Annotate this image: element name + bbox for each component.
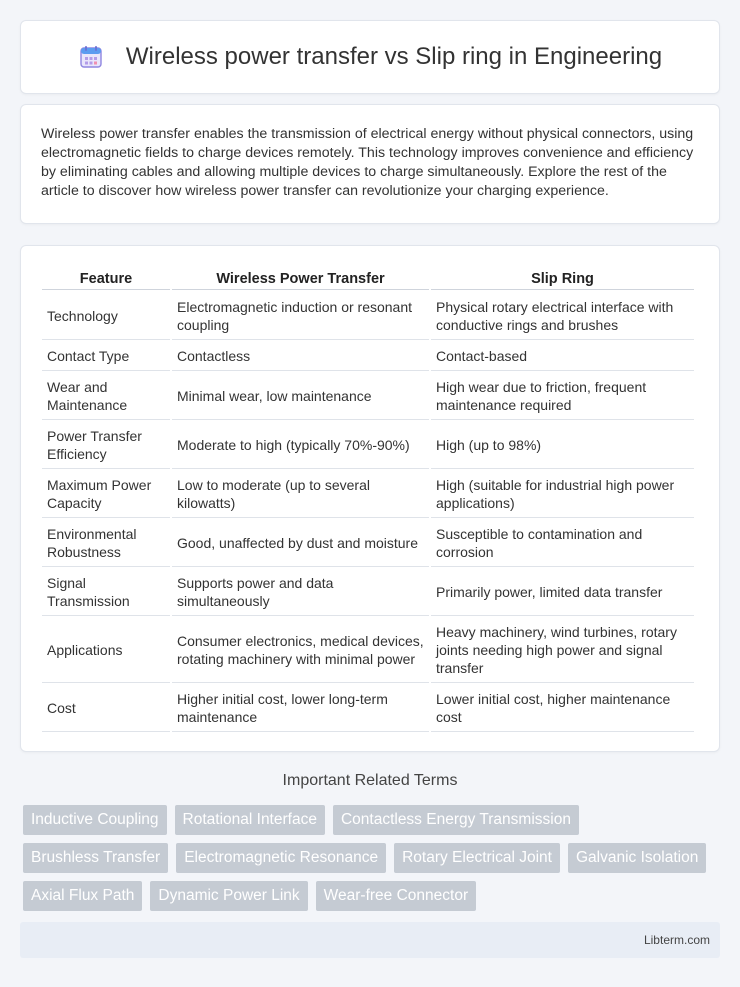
table-cell: Moderate to high (typically 70%-90%) (172, 422, 429, 469)
table-cell: Cost (42, 685, 170, 732)
table-row (42, 618, 694, 683)
intro-paragraph: Wireless power transfer enables the transmission of electrical energy without physical connectors, using electromagnetic fields to charge devices remotely. This technology improves convenience and efficiency by eliminating cables and allowing multiple devices to charge simultaneously. Explore the rest of the article to discover how wireless power transfer can revolutionize your charging experience. (41, 126, 694, 199)
table-cell: Contact Type (42, 342, 170, 371)
comparison-table (40, 266, 696, 734)
related-term-tag[interactable]: Electromagnetic Resonance (176, 843, 386, 873)
table-header-row (42, 268, 694, 290)
table-cell: Susceptible to contamination and corrosion (431, 520, 694, 567)
table-cell: Contact-based (431, 342, 694, 371)
related-term-tag[interactable]: Wear-free Connector (316, 881, 476, 911)
related-term-tag[interactable]: Rotary Electrical Joint (394, 843, 560, 873)
table-cell: High (up to 98%) (431, 422, 694, 469)
related-term-tag[interactable]: Dynamic Power Link (150, 881, 307, 911)
page-title: Wireless power transfer vs Slip ring in Engineering (125, 43, 663, 70)
related-term-tag[interactable]: Rotational Interface (175, 805, 325, 835)
related-term-tag[interactable]: Contactless Energy Transmission (333, 805, 579, 835)
table-cell: Supports power and data simultaneously (172, 569, 429, 616)
related-term-tag[interactable]: Galvanic Isolation (568, 843, 706, 873)
table-cell: Heavy machinery, wind turbines, rotary joints needing high power and signal transfer (431, 618, 694, 683)
table-cell: Higher initial cost, lower long-term maintenance (172, 685, 429, 732)
table-cell: High (suitable for industrial high power applications) (431, 471, 694, 518)
table-cell: Minimal wear, low maintenance (172, 373, 429, 420)
table-cell: Applications (42, 618, 170, 683)
table-cell: Lower initial cost, higher maintenance cost (431, 685, 694, 732)
table-cell: High wear due to friction, frequent maintenance required (431, 373, 694, 420)
table-row (42, 520, 694, 567)
table-cell: Contactless (172, 342, 429, 371)
table-cell: Technology (42, 292, 170, 340)
table-row (42, 292, 694, 340)
related-term-tag[interactable]: Axial Flux Path (23, 881, 142, 911)
footer (20, 922, 720, 958)
comparison-table-card (20, 245, 720, 752)
table-cell: Consumer electronics, medical devices, rotating machinery with minimal power (172, 618, 429, 683)
table-cell: Maximum Power Capacity (42, 471, 170, 518)
column-header-wireless: Wireless Power Transfer (172, 268, 429, 290)
table-row (42, 373, 694, 420)
table-cell: Primarily power, limited data transfer (431, 569, 694, 616)
footer-site-link[interactable]: Libterm.com (643, 933, 710, 947)
calendar-icon (78, 44, 104, 70)
table-cell: Signal Transmission (42, 569, 170, 616)
column-header-feature: Feature (42, 268, 170, 290)
table-cell: Physical rotary electrical interface with conductive rings and brushes (431, 292, 694, 340)
related-term-tag[interactable]: Brushless Transfer (23, 843, 168, 873)
table-row (42, 471, 694, 518)
related-terms-heading: Important Related Terms (282, 772, 458, 789)
table-row (42, 685, 694, 732)
table-row (42, 422, 694, 469)
related-term-tag[interactable]: Inductive Coupling (23, 805, 167, 835)
header-card (20, 20, 720, 94)
table-cell: Electromagnetic induction or resonant coupling (172, 292, 429, 340)
table-cell: Power Transfer Efficiency (42, 422, 170, 469)
column-header-slip-ring: Slip Ring (431, 268, 694, 290)
related-terms-list (23, 805, 723, 911)
table-cell: Low to moderate (up to several kilowatts) (172, 471, 429, 518)
table-cell: Wear and Maintenance (42, 373, 170, 420)
table-cell: Good, unaffected by dust and moisture (172, 520, 429, 567)
table-cell: Environmental Robustness (42, 520, 170, 567)
intro-card (20, 104, 720, 224)
table-row (42, 342, 694, 371)
table-row (42, 569, 694, 616)
